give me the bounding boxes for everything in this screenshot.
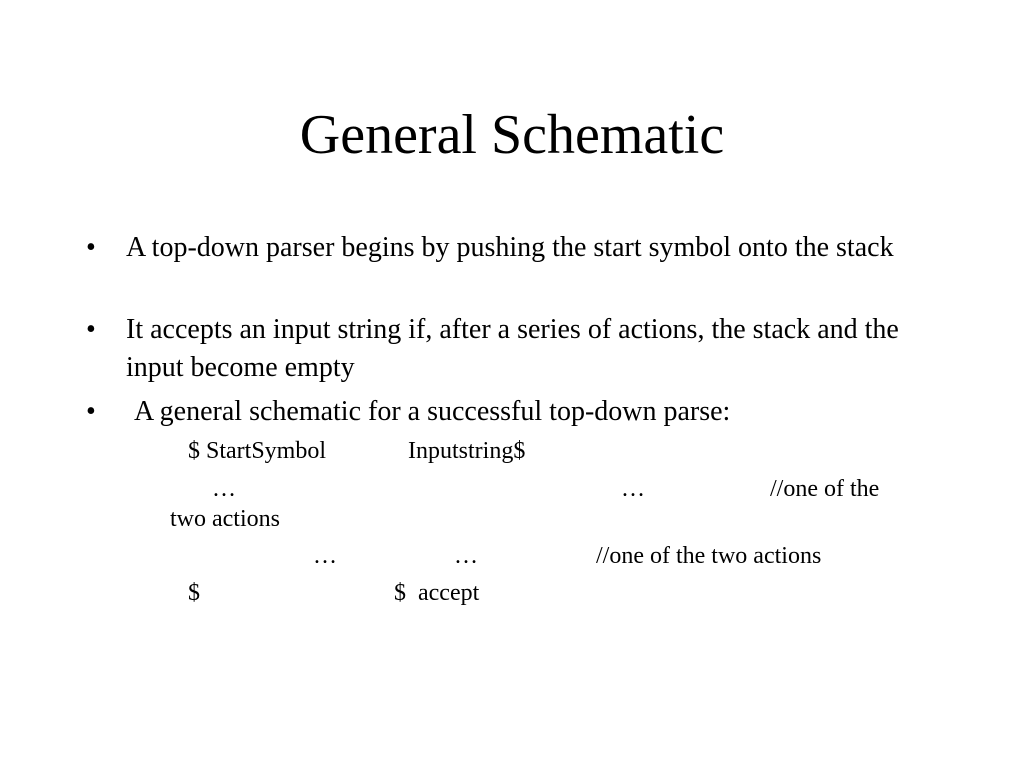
- schematic-comment-continued: two actions: [170, 506, 280, 532]
- bullet-marker: •: [86, 232, 96, 263]
- schematic-input-ellipsis: …: [454, 543, 478, 569]
- schematic-stack-start: $ StartSymbol: [188, 438, 327, 464]
- bullet-item: [86, 393, 946, 431]
- schematic-input-ellipsis: …: [621, 476, 645, 502]
- schematic-stack-ellipsis: …: [212, 476, 236, 502]
- schematic-comment: //one of the: [770, 476, 880, 502]
- slide-title: General Schematic: [299, 104, 725, 166]
- schematic-input-accept: $ accept: [394, 580, 480, 606]
- schematic-input-start: Inputstring$: [408, 438, 526, 464]
- bullet-text: It accepts an input string if, after a series of actions, the stack and the input become empty: [126, 314, 899, 383]
- bullet-item: [86, 229, 946, 267]
- schematic-comment: //one of the two actions: [596, 543, 822, 569]
- schematic-stack-ellipsis: …: [313, 543, 337, 569]
- bullet-item: [86, 311, 946, 387]
- bullet-text: A top-down parser begins by pushing the start symbol onto the stack: [126, 232, 894, 263]
- schematic-stack-end: $: [188, 580, 200, 606]
- bullet-marker: •: [86, 396, 96, 427]
- bullet-text: A general schematic for a successful top-down parse:: [134, 396, 731, 427]
- bullet-marker: •: [86, 314, 96, 345]
